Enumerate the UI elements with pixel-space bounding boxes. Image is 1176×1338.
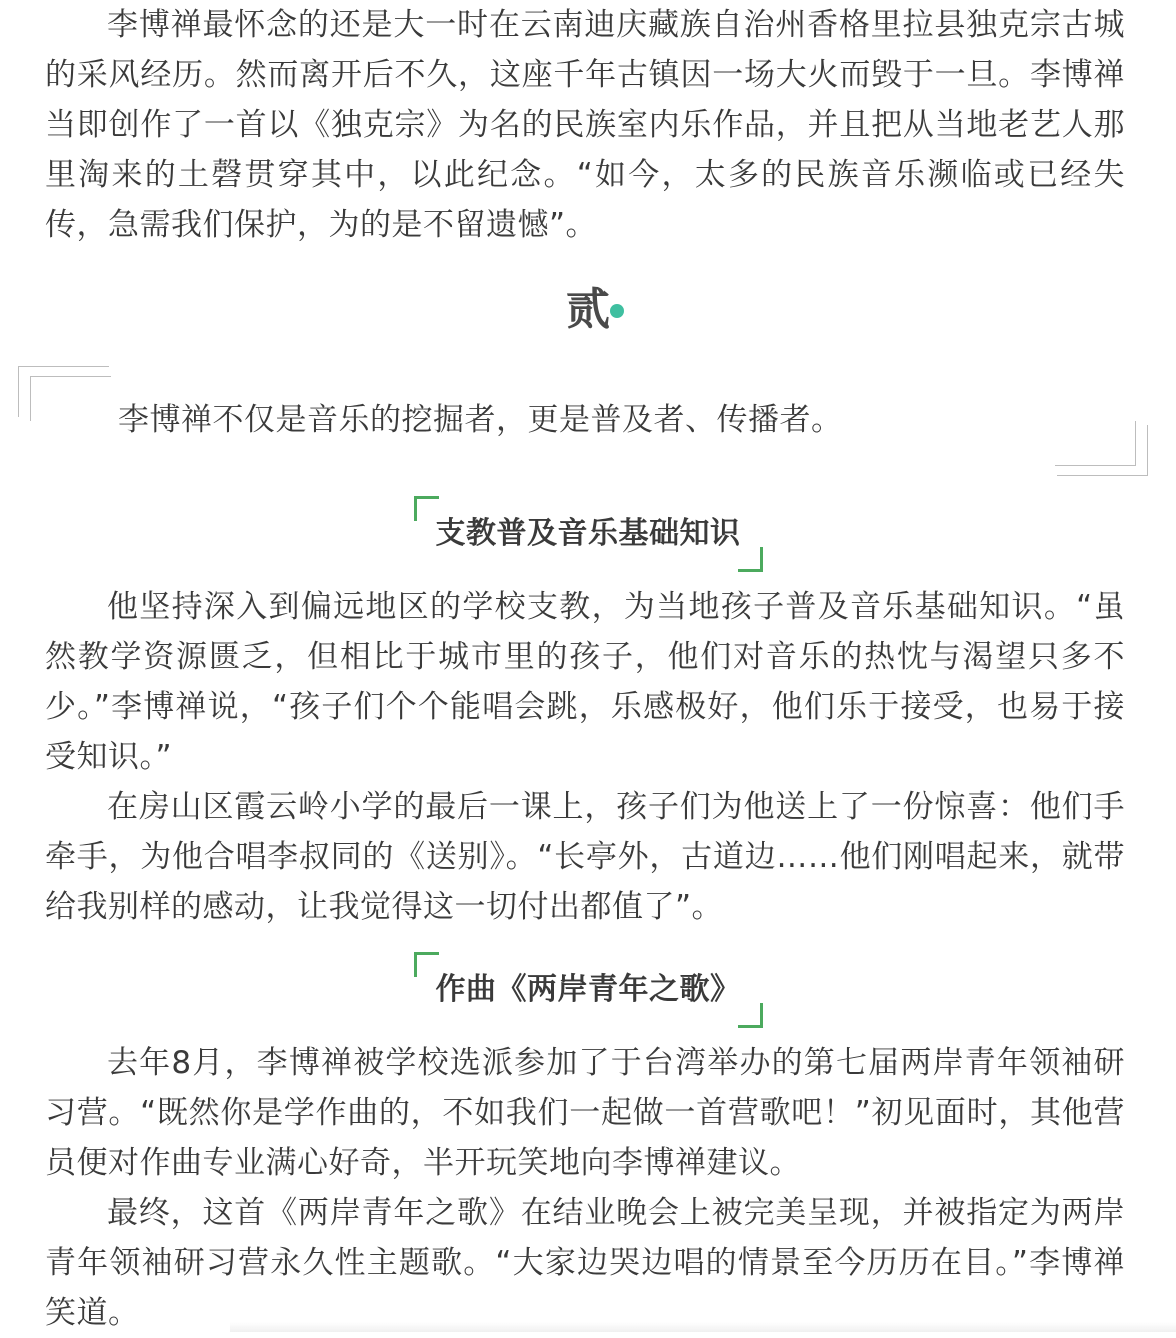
subheading-song — [0, 952, 1176, 1028]
bracket-top-left-icon — [414, 496, 439, 521]
teaching-body — [45, 582, 1125, 932]
section-number — [566, 284, 610, 335]
subheading-frame — [414, 496, 763, 572]
bracket-top-left-icon — [414, 952, 439, 977]
song-paragraph-1: 去年8月，李博禅被学校选派参加了于台湾举办的第七届两岸青年领袖研习营。“既然你是学作曲的，不如我们一起做一首营歌吧！”初见面时，其他营员便对作曲专业满心好奇，半开玩笑地向李博禅建议。 — [45, 1045, 1125, 1181]
section-heading — [0, 282, 1176, 342]
quote-corner-top-left-inner — [30, 376, 111, 421]
song-paragraph-2: 最终，这首《两岸青年之歌》在结业晚会上被完美呈现，并被指定为两岸青年领袖研习营永久性主题歌。“大家边哭边唱的情景至今历历在目。”李博禅笑道。 — [45, 1195, 1125, 1331]
quote-text: 李博禅不仅是音乐的挖掘者，更是普及者、传播者。 — [118, 402, 843, 438]
subheading-text: 作曲《两岸青年之歌》 — [435, 972, 741, 1007]
pull-quote — [18, 366, 1148, 476]
bottom-edge-shadow — [230, 1322, 1176, 1332]
bracket-bottom-right-icon — [738, 547, 763, 572]
bracket-bottom-right-icon — [738, 1003, 763, 1028]
section-number-text: 贰 — [566, 284, 610, 335]
subheading-frame — [414, 952, 763, 1028]
subheading-text: 支教普及音乐基础知识 — [435, 516, 741, 551]
quote-corner-bottom-right-outer — [1057, 425, 1148, 476]
song-body — [45, 1038, 1125, 1338]
teaching-paragraph-1: 他坚持深入到偏远地区的学校支教，为当地孩子普及音乐基础知识。“虽然教学资源匮乏，但相比于城市里的孩子，他们对音乐的热忱与渴望只多不少。”李博禅说，“孩子们个个能唱会跳，乐感极好，他们乐于接受，也易于接受知识。” — [45, 589, 1125, 775]
section-dot-icon — [610, 304, 624, 318]
teaching-paragraph-2: 在房山区霞云岭小学的最后一课上，孩子们为他送上了一份惊喜：他们手牵手，为他合唱李叔同的《送别》。“长亭外，古道边……他们刚唱起来，就带给我别样的感动，让我觉得这一切付出都值了”。 — [45, 789, 1125, 925]
subheading-teaching — [0, 496, 1176, 572]
intro-paragraph: 李博禅最怀念的还是大一时在云南迪庆藏族自治州香格里拉县独克宗古城的采风经历。然而离开后不久，这座千年古镇因一场大火而毁于一旦。李博禅当即创作了一首以《独克宗》为名的民族室内乐作品，并且把从当地老艺人那里淘来的土磬贯穿其中，以此纪念。“如今，太多的民族音乐濒临或已经失传，急需我们保护，为的是不留遗憾”。 — [45, 7, 1125, 243]
intro-block — [45, 0, 1125, 250]
